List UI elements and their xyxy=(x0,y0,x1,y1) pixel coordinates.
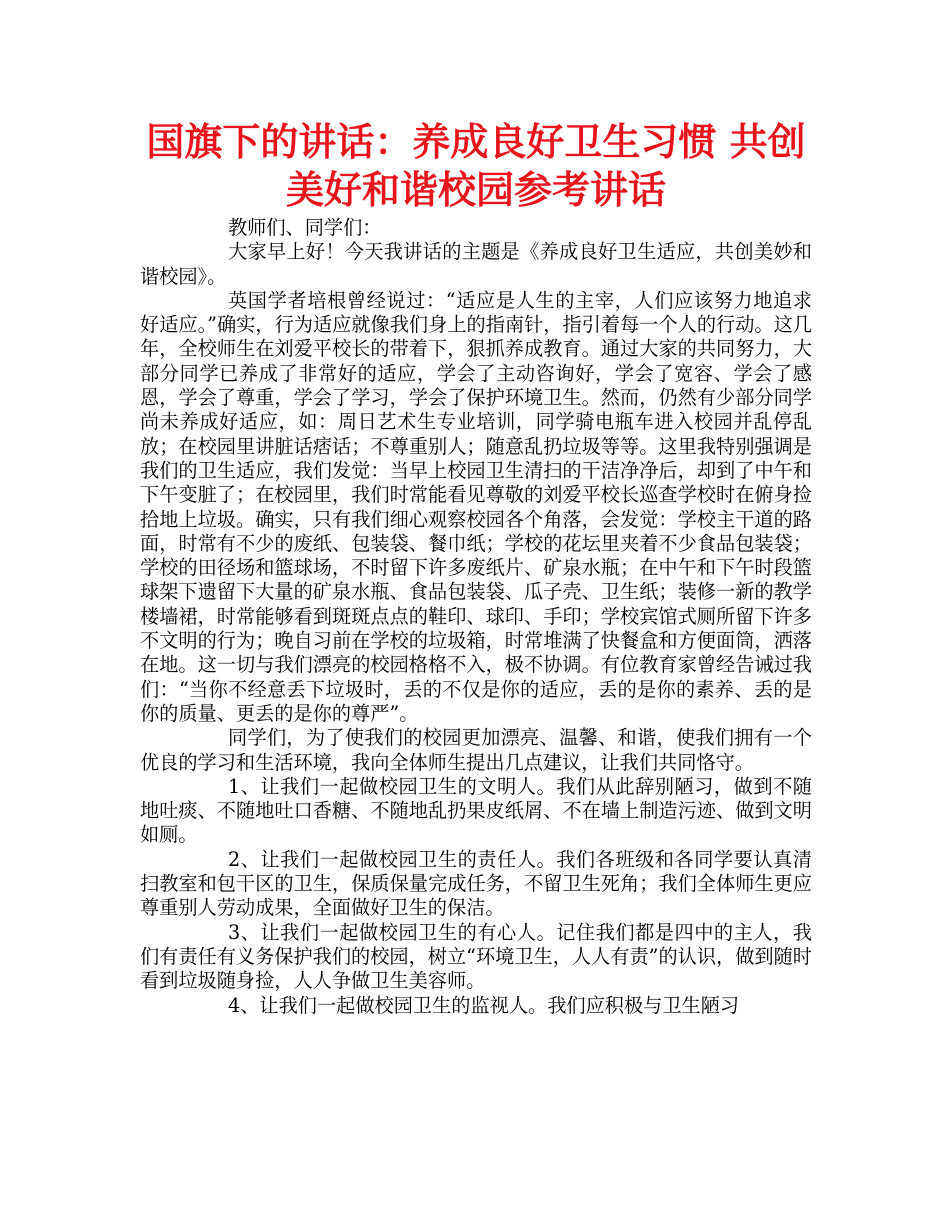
paragraph-proposal-4: 4、让我们一起做校园卫生的监视人。我们应积极与卫生陋习 xyxy=(228,993,740,1017)
paragraph-greeting: 大家早上好！今天我讲话的主题是《养成良好卫生适应，共创美妙和谐校园》。 xyxy=(140,240,812,288)
paragraph-main: 英国学者培根曾经说过：“适应是人生的主宰，人们应该努力地追求好适应。”确实，行为适应就像我们身上的指南针，指引着每一个人的行动。这几年，全校师生在刘爱平校长的带着下，狠抓养成教育。通过大家的共同努力，大部分同学已养成了非常好的适应，学会了主动咨询好，学会了宽容、学会了感恩，学会了尊重，学会了学习，学会了保护环境卫生。然而，仍然有少部分同学尚未养成好适应，如：周日艺术生专业培训，同学骑电瓶车进入校园并乱停乱放；在校园里讲脏话痞话；不尊重别人；随意乱扔垃圾等等。这里我特别强调是我们的卫生适应，我们发觉：当早上校园卫生清扫的干洁净净后，却到了中午和下午变脏了；在校园里，我们时常能看见尊敬的刘爱平校长巡查学校时在俯身捡拾地上垃圾。确实，只有我们细心观察校园各个角落，会发觉：学校主干道的路面，时常有不少的废纸、包装袋、餐巾纸；学校的花坛里夹着不少食品包装袋；学校的田径场和篮球场，不时留下许多废纸片、矿泉水瓶；在中午和下午时段篮球架下遗留下大量的矿泉水瓶、食品包装袋、瓜子壳、卫生纸；装修一新的教学楼墙裙，时常能够看到斑斑点点的鞋印、球印、手印；学校宾馆式厕所留下许多不文明的行为；晚自习前在学校的垃圾箱，时常堆满了快餐盒和方便面筒，洒落在地。这一切与我们漂亮的校园格格不入，极不协调。有位教育家曾经告诫过我们：“当你不经意丢下垃圾时，丢的不仅是你的适应，丢的是你的素养、丢的是你的质量、更丢的是你的尊严”。 xyxy=(140,288,812,725)
document-body xyxy=(140,216,812,1018)
document-title: 国旗下的讲话：养成良好卫生习惯 共创美好和谐校园参考讲话 xyxy=(146,120,806,212)
paragraph-proposal-2: 2、让我们一起做校园卫生的责任人。我们各班级和各同学要认真清扫教室和包干区的卫生，保质保量完成任务，不留卫生死角；我们全体师生更应尊重别人劳动成果，全面做好卫生的保洁。 xyxy=(140,847,812,920)
paragraph-salutation: 教师们、同学们： xyxy=(228,216,382,239)
paragraph-proposal-intro: 同学们，为了使我们的校园更加漂亮、温馨、和谐，使我们拥有一个优良的学习和生活环境，我向全体师生提出几点建议，让我们共同恪守。 xyxy=(140,726,812,774)
paragraph-proposal-1: 1、让我们一起做校园卫生的文明人。我们从此辞别陋习，做到不随地吐痰、不随地吐口香糖、不随地乱扔果皮纸屑、不在墙上制造污迹、做到文明如厕。 xyxy=(140,774,812,847)
document-page xyxy=(140,118,812,1018)
paragraph-proposal-3: 3、让我们一起做校园卫生的有心人。记住我们都是四中的主人，我们有责任有义务保护我们的校园，树立“环境卫生，人人有责”的认识，做到随时看到垃圾随身捡，人人争做卫生美容师。 xyxy=(140,920,812,993)
